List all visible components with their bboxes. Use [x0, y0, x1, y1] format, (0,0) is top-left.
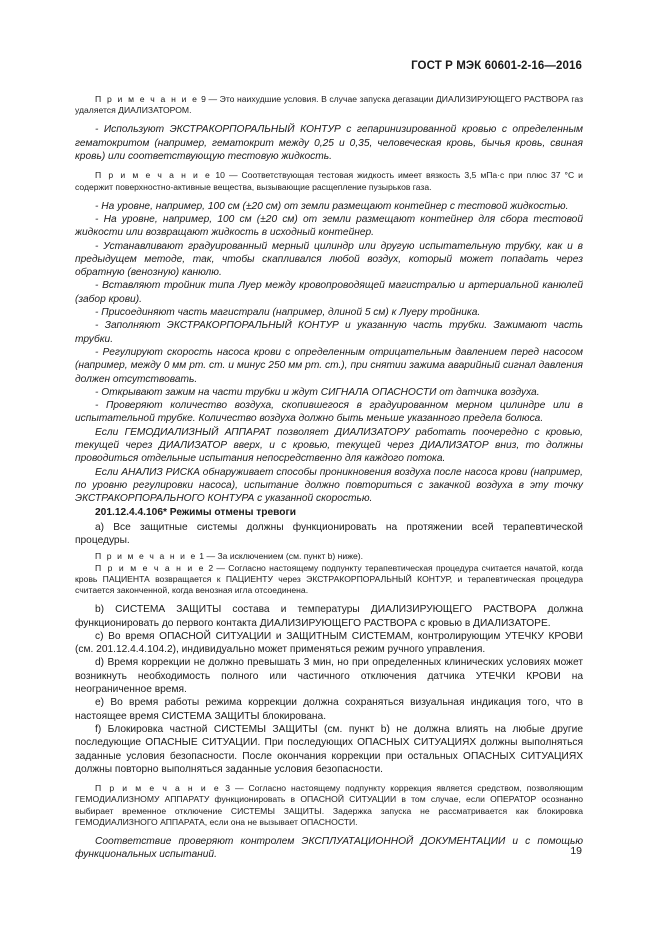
note-text: 10 — Соответствующая тестовая жидкость имеет вязкость 3,5 мПа·с при плюс 37 °C и содержит поверхностно-активные вещества, вызывающие расщепление пузырьков газа. [75, 170, 583, 192]
paragraph-luer-tee: - Вставляют тройник типа Луер между кровопроводящей магистралью и артериальной канюлей (забор крови). [75, 280, 583, 305]
note-label: П р и м е ч а н и е [95, 94, 199, 104]
paragraph-open-clamp: - Открывают зажим на части трубки и ждут СИГНАЛА ОПАСНОСТИ от датчика воздуха. [95, 386, 540, 398]
item-e: e) Во время работы режима коррекции должна сохраняться визуальная индикация того, что в настоящее время СИСТЕМА ЗАЩИТЫ блокирована. [75, 697, 583, 722]
paragraph-attach-line: - Присоединяют часть магистрали (например, длиной 5 см) к Луеру тройника. [95, 307, 481, 319]
item-d: d) Время коррекции не должно превышать 3 мин, но при определенных клинических условиях может возникнуть необходимость полного или частичного отключения датчика УТЕЧКИ КРОВИ на неограниченное время. [75, 657, 583, 696]
note-10 [75, 170, 583, 192]
item-f: f) Блокировка частной СИСТЕМЫ ЗАЩИТЫ (см. пункт b) не должна влиять на любые другие последующие ОПАСНЫЕ СИТУАЦИИ. При последующих ОПАСНЫХ СИТУАЦИЯХ должны выполняться заданные условия безопасности. После окончания коррекции при остальных ОПАСНЫХ СИТУАЦИЯХ должны повторно выполняться заданные условия безопасности. [75, 723, 583, 775]
note-text: 2 — Согласно настоящему подпункту терапевтическая процедура считается начатой, когда кровь ПАЦИЕНТА возвращается к ПАЦИЕНТУ через ЭКСТРАКОРПОРАЛЬНЫЙ КОНТУР, и терапевтическая процедура считается законченной, когда венозная игла отсоединена. [75, 562, 583, 596]
note-text: 1 — За исключением (см. пункт b) ниже). [196, 551, 363, 562]
paragraph-check-air: - Проверяют количество воздуха, скопившегося в градуированном мерном цилиндре или в испытательной трубке. Количество воздуха должно быть меньше указанного предела болюса. [75, 400, 583, 425]
paragraph-pump-speed: - Регулируют скорость насоса крови с определенным отрицательным давлением перед насосом (например, между 0 мм рт. ст. и минус 250 мм рт. ст.), при снятии зажима аварийный сигнал давления должен отсутствовать. [75, 346, 583, 385]
note-1 [75, 551, 583, 562]
page-header-standard: ГОСТ Р МЭК 60601-2-16—2016 [411, 60, 582, 72]
paragraph-collect-container: - На уровне, например, 100 см (±20 см) от земли размещают контейнер для сбора тестовой жидкости или возвращают жидкость в исходный контейнер. [75, 214, 583, 239]
note-text: 9 — Это наихудшие условия. В случае запуска дегазации ДИАЛИЗИРУЮЩЕГО РАСТВОРА газ удаляется ДИАЛИЗАТОРОМ. [75, 94, 584, 116]
note-label: П р и м е ч а н и е [95, 783, 221, 794]
paragraph-extracorporeal-circuit: - Используют ЭКСТРАКОРПОРАЛЬНЫЙ КОНТУР с гепаринизированной кровью с определенным гематокритом (например, гематокрит между 0,25 и 0,35, человеческая кровь, бычья кровь, свиная кровь) или соответствующую тестовую жидкость. [75, 124, 583, 162]
item-a: a) Все защитные системы должны функционировать на протяжении всей терапевтической процедуры. [75, 521, 583, 547]
note-9 [75, 94, 583, 116]
note-label: П р и м е ч а н и е [95, 562, 206, 573]
page-number: 19 [570, 845, 582, 857]
paragraph-fill-circuit: - Заполняют ЭКСТРАКОРПОРАЛЬНЫЙ КОНТУР и указанную часть трубки. Зажимают часть трубки. [75, 320, 583, 345]
item-c: c) Во время ОПАСНОЙ СИТУАЦИИ и ЗАЩИТНЫМ СИСТЕМАМ, контролирующим УТЕЧКУ КРОВИ (см. 201.12.4.4.104.2), индивидуально может применяться режим ручного управления. [75, 630, 583, 656]
note-label: П р и м е ч а н и е [95, 170, 212, 181]
paragraph-risk-analysis: Если АНАЛИЗ РИСКА обнаруживает способы проникновения воздуха после насоса крови (например, по уровню регулировки насоса), испытание должно повториться с закачкой воздуха в эту точку ЭКСТРАКОРПОРАЛЬНОГО КОНТУРА с указанной скоростью. [75, 466, 583, 505]
note-text: 3 — Согласно настоящему подпункту коррекция является средством, позволяющим ГЕМОДИАЛИЗНОМУ АППАРАТУ функционировать в ОПАСНОЙ СИТУАЦИИ в том случае, если ОПЕРАТОР осознанно выбирает временное отключение СИСТЕМЫ ЗАЩИТЫ. Задержка запуска не рассматривается как блокировка ГЕМОДИАЛИЗНОГО АППАРАТА, если она не вызывает ОПАСНОСТИ. [75, 783, 583, 827]
item-b: b) СИСТЕМА ЗАЩИТЫ состава и температуры ДИАЛИЗИРУЮЩЕГО РАСТВОРА должна функционировать до первого контакта ДИАЛИЗИРУЮЩЕГО РАСТВОРА с кровью в ДИАЛИЗАТОРЕ. [75, 604, 583, 629]
paragraph-measuring-cylinder: - Устанавливают градуированный мерный цилиндр или другую испытательную трубку, как и в предыдущем методе, так, чтобы скапливался любой воздух, который может попадать через обратную (венозную) канюлю. [75, 240, 583, 279]
paragraph-test-container: - На уровне, например, 100 см (±20 см) от земли размещают контейнер с тестовой жидкостью. [95, 200, 569, 212]
document-body [75, 94, 583, 862]
section-heading: 201.12.4.4.106* Режимы отмены тревоги [95, 506, 296, 518]
note-2 [75, 563, 583, 597]
paragraph-compliance: Соответствие проверяют контролем ЭКСПЛУАТАЦИОННОЙ ДОКУМЕНТАЦИИ и с помощью функциональных испытаний. [75, 835, 583, 861]
note-3 [75, 783, 583, 828]
note-label: П р и м е ч а н и е [95, 551, 197, 562]
paragraph-dialyzer-flow: Если ГЕМОДИАЛИЗНЫЙ АППАРАТ позволяет ДИАЛИЗАТОРУ работать поочередно с кровью, текущей через ДИАЛИЗАТОР вверх, и с кровью, текущей через ДИАЛИЗАТОР вниз, то должны проводиться отдельные испытания непосредственно для каждого потока. [75, 426, 583, 465]
